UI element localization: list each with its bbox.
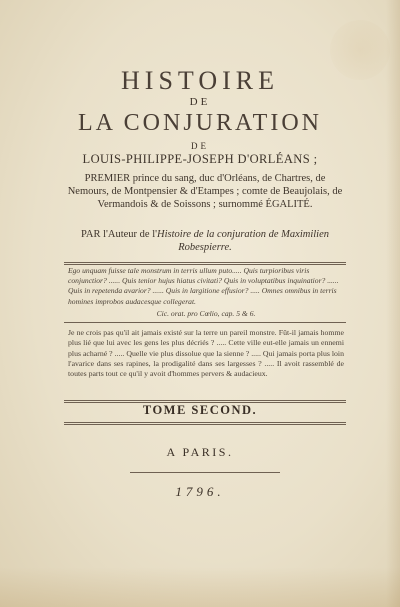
french-translation: Je ne crois pas qu'il ait jamais existé sur la terre un pareil monstre. Fût-il jamais homme plus lié que lui avec les gens les plus décriés ? ..... Cette ville eut-elle jamais un ennemi plus acharné ? ..... Quelle vie plus dissolue que la sienne ? ..... Qui jamais porta plus loin l'avarice dans ses rapines, la prodigalité dans ses largesses ? ..... Il avoit rassemblé de toutes parts tout ce qu'il y avoit d'hommes pervers & audacieux. bbox=[68, 328, 344, 379]
divider-below-tome bbox=[64, 422, 346, 425]
divider-top bbox=[64, 262, 346, 265]
page-bottom-shadow bbox=[0, 567, 400, 607]
title-la-conjuration: LA CONJURATION bbox=[77, 110, 322, 136]
imprint-year: 1796. bbox=[175, 484, 225, 499]
subject-name: LOUIS-PHILIPPE-JOSEPH D'ORLÉANS ; bbox=[82, 152, 318, 166]
divider-middle bbox=[64, 322, 346, 323]
imprint-place: A PARIS. bbox=[166, 445, 234, 459]
subject-description: PREMIER prince du sang, duc d'Orléans, de Chartres, de Nemours, de Montpensier & d'Etampes ; comte de Beaujolais, de Vermandois & de Soissons ; surnommé ÉGALITÉ. bbox=[67, 173, 343, 210]
title-de-2: DE bbox=[191, 141, 209, 151]
title-de-1: DE bbox=[189, 96, 211, 108]
latin-epigraph bbox=[68, 266, 344, 319]
author-prefix: PAR l'Auteur de l' bbox=[81, 229, 158, 240]
divider-imprint bbox=[130, 472, 280, 473]
latin-quote: Ego unquam fuisse tale monstrum in terris ullum puto..... Quis turpioribus viris conjunctior? ...... Quis tenior hujus hiatus civitati? Quis in voluptatibus inquinatior? ...... Quis in repetenda avarior? ...... Quis in largitione effusior? ..... Omnes omnibus in terris homines improbos audacesque collegerat. bbox=[68, 266, 339, 306]
title-histoire: HISTOIRE bbox=[121, 66, 279, 95]
quote-reference: Cic. orat. pro Cœlio, cap. 5 & 6. bbox=[156, 308, 256, 318]
author-work: Histoire de la conjuration de Maximilien Robespierre. bbox=[157, 229, 329, 253]
author-line bbox=[66, 228, 344, 254]
volume-label: TOME SECOND. bbox=[142, 403, 258, 417]
